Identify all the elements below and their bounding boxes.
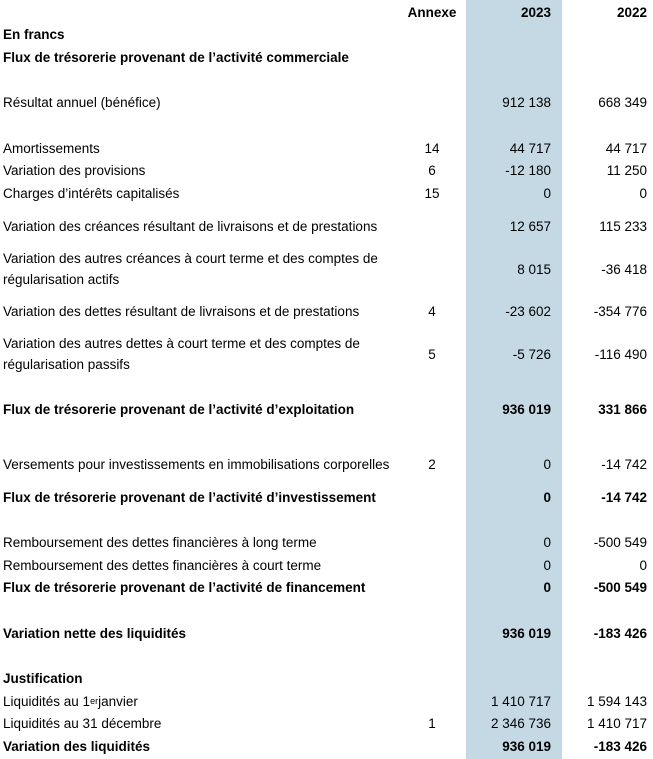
row-label: Variation des autres créances à court terme et des comptes de régularisation actifs (3, 251, 378, 287)
row-label: Variation des provisions (3, 162, 146, 178)
table-row-remboursement-long (0, 532, 653, 552)
value-2022: -116 490 (594, 346, 647, 362)
row-annex (404, 487, 460, 507)
value-2023: 0 (543, 534, 551, 550)
row-label: Versements pour investissements en immobilisations corporelles (3, 456, 390, 472)
table-row-flux-exploitation (0, 399, 653, 419)
value-2023: 12 657 (509, 218, 551, 234)
year-2023-column-highlight (466, 0, 562, 759)
header-2023: 2023 (520, 4, 551, 20)
row-annex (404, 691, 460, 711)
value-2022: 44 717 (605, 140, 647, 156)
row-label: Variation nette des liquidités (3, 625, 187, 641)
row-annex (404, 736, 460, 756)
value-2023: 0 (543, 557, 551, 573)
row-annex (404, 205, 460, 247)
header-2022: 2022 (616, 4, 647, 20)
value-2022: 1 410 717 (586, 715, 647, 731)
row-annex: 4 (428, 303, 436, 319)
value-2022: -354 776 (593, 303, 647, 319)
row-label: Résultat annuel (bénéfice) (3, 94, 161, 110)
table-row-variation-liquidites (0, 736, 653, 756)
value-2022: -14 742 (601, 489, 647, 505)
value-2023: 0 (543, 185, 551, 201)
value-2023: 936 019 (502, 401, 551, 417)
row-annex (404, 555, 460, 575)
row-annex: 14 (424, 140, 440, 156)
table-row-variation-nette (0, 623, 653, 643)
value-2022: -36 418 (601, 261, 647, 277)
value-2022: 0 (639, 185, 647, 201)
value-2022: -500 549 (593, 579, 647, 595)
justification-heading (0, 668, 653, 688)
row-label: Charges d’intérêts capitalisés (3, 185, 180, 201)
table-row-flux-investissement (0, 487, 653, 507)
section-heading-commercial (0, 47, 653, 67)
table-header (0, 2, 653, 22)
row-annex: 2 (428, 456, 436, 472)
row-annex (404, 92, 460, 112)
value-2023: 0 (543, 456, 551, 472)
value-2022: -183 426 (593, 625, 647, 641)
row-label: Amortissements (3, 140, 100, 156)
table-row-interets (0, 183, 653, 203)
table-row-investissements-corporels (0, 443, 653, 485)
table-row-autres-dettes (0, 333, 653, 375)
row-label: Liquidités au 31 décembre (3, 715, 162, 731)
row-label: Flux de trésorerie provenant de l’activité d’investissement (3, 489, 376, 505)
row-annex (404, 623, 460, 643)
value-2022: 11 250 (606, 162, 647, 178)
value-2023: -5 726 (512, 346, 551, 362)
value-2023: 8 015 (517, 261, 551, 277)
table-row-creances-livraisons (0, 205, 653, 247)
value-2022: 1 594 143 (586, 693, 647, 709)
value-2023: 2 346 736 (490, 715, 551, 731)
row-label: Remboursement des dettes financières à court terme (3, 557, 322, 573)
value-2022: -183 426 (593, 738, 647, 754)
justification-label: Justification (3, 670, 83, 686)
currency-label: En francs (3, 26, 65, 42)
table-row-liquidites-debut (0, 691, 653, 711)
value-2022: 115 233 (599, 218, 647, 234)
table-row-liquidites-fin (0, 713, 653, 733)
value-2023: -12 180 (505, 162, 551, 178)
value-2023: 936 019 (502, 625, 551, 641)
value-2023: 912 138 (502, 94, 551, 110)
value-2023: 44 717 (509, 140, 551, 156)
currency-row (0, 24, 653, 44)
row-label: Variation des créances résultant de livraisons et de prestations (3, 218, 378, 234)
row-annex (404, 532, 460, 552)
value-2022: 331 866 (598, 401, 647, 417)
value-2022: -14 742 (601, 456, 647, 472)
section-label: Flux de trésorerie provenant de l’activité commerciale (3, 49, 349, 65)
row-annex (404, 248, 460, 290)
row-label: Liquidités au 1 er janvier (3, 693, 138, 709)
value-2022: -500 549 (593, 534, 647, 550)
row-annex (404, 577, 460, 597)
table-row-resultat (0, 92, 653, 112)
value-2023: -23 602 (505, 303, 551, 319)
value-2023: 0 (543, 579, 551, 595)
header-annex: Annexe (407, 4, 457, 20)
value-2022: 0 (639, 557, 647, 573)
row-annex: 15 (424, 185, 440, 201)
row-label: Flux de trésorerie provenant de l’activité d’exploitation (3, 401, 355, 417)
row-label: Variation des autres dettes à court terme et des comptes de régularisation passifs (3, 336, 360, 372)
table-row-provisions (0, 160, 653, 180)
row-label: Variation des dettes résultant de livraisons et de prestations (3, 303, 360, 319)
table-row-autres-creances (0, 248, 653, 290)
row-label: Variation des liquidités (3, 738, 151, 754)
row-annex (404, 399, 460, 419)
value-2023: 936 019 (502, 738, 551, 754)
row-annex: 6 (428, 162, 436, 178)
table-row-amortissements (0, 138, 653, 158)
table-row-remboursement-court (0, 555, 653, 575)
row-label: Remboursement des dettes financières à long terme (3, 534, 317, 550)
row-label: Flux de trésorerie provenant de l’activité de financement (3, 579, 366, 595)
table-row-flux-financement (0, 577, 653, 597)
value-2023: 1 410 717 (490, 693, 551, 709)
row-annex: 5 (428, 346, 436, 362)
row-annex: 1 (428, 715, 436, 731)
value-2022: 668 349 (598, 94, 647, 110)
table-row-dettes-livraisons (0, 290, 653, 332)
value-2023: 0 (543, 489, 551, 505)
